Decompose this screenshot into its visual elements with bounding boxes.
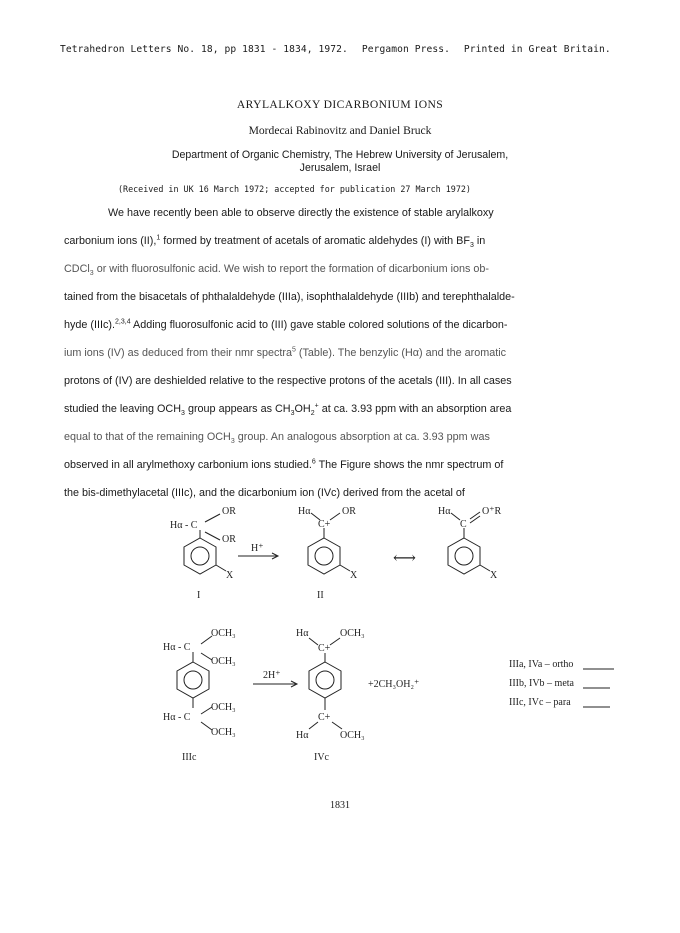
legend-ortho (509, 659, 573, 670)
paper-title: ARYLALKOXY DICARBONIUM IONS (236, 98, 444, 111)
printed-in: Printed in Great Britain. (463, 44, 611, 55)
IVc-h-alpha-top: Hα (296, 628, 309, 639)
reagent-h-plus: H⁺ (251, 543, 264, 554)
I-x: X (226, 570, 234, 581)
II-or: OR (342, 506, 356, 517)
citation-ref-1: 1 (156, 234, 161, 242)
IVc-och3-bottom: OCH₃ (340, 730, 365, 741)
II-res-h-alpha: Hα (438, 506, 451, 517)
legend-ortho-isomer: ortho (552, 659, 574, 670)
body-line-2-seg-2: formed by treatment of acetals of aromatic aldehydes (I) with BF (160, 235, 470, 247)
legend-para (509, 697, 571, 708)
body-line-4-text: tained from the bisacetals of phthalaldehyde (IIIa), isophthalaldehyde (IIIb) and terephthalalde- (64, 291, 515, 303)
affiliation-line-1: Department of Organic Chemistry, The Hebrew University of Jerusalem, (171, 149, 509, 161)
body-line-8-seg-2: group appears as CH (184, 403, 291, 415)
IIIc-hc-bottom: Hα - C (163, 712, 191, 723)
body-line-8-seg-1: studied the leaving OCH (64, 403, 182, 415)
IIIc-och3-3: OCH₃ (211, 702, 236, 713)
legend-ortho-compounds: IIIa, IVa – (509, 659, 553, 670)
IIIc-och3-1: OCH₃ (211, 628, 236, 639)
label-IIIc: IIIc (182, 752, 197, 763)
IVc-c-plus-top: C+ (318, 643, 331, 654)
I-hc: Hα - C (170, 520, 198, 531)
body-line-7-text: protons of (IV) are deshielded relative to the respective protons of the acetals (III). In all cases (64, 375, 512, 387)
subscript-3: 3 (230, 438, 235, 446)
received-date: (Received in UK 16 March 1972; accepted for publication 27 March 1972) (118, 184, 471, 194)
II-res-c: C (460, 519, 467, 530)
IIIc-hc-top: Hα - C (163, 642, 191, 653)
subscript-3: 3 (89, 270, 94, 278)
II-h-alpha: Hα (298, 506, 311, 517)
byproduct: +2CH₃OH₂⁺ (368, 679, 420, 690)
citation-ref-6: 6 (311, 458, 316, 466)
publisher: Pergamon Press. (361, 44, 450, 55)
IIIc-och3-4: OCH₃ (211, 727, 236, 738)
body-line-5-seg-2: Adding fluorosulfonic acid to (III) gave stable colored solutions of the dicarbon- (130, 319, 508, 331)
body-line-10-seg-1: observed in all arylmethoxy carbonium ions studied. (64, 459, 312, 471)
I-or-top: OR (222, 506, 236, 517)
IIIc-och3-2: OCH₃ (211, 656, 236, 667)
label-II: II (317, 590, 324, 601)
body-line-2-seg-3: in (473, 235, 486, 247)
superscript-plus: + (314, 402, 319, 410)
legend-para-isomer: para (553, 697, 571, 708)
body-line-8-seg-4: at ca. 3.93 ppm with an absorption area (318, 403, 512, 415)
II-c-plus: C+ (318, 519, 331, 530)
body-line-3-seg-1: CDCl (64, 263, 90, 275)
II-res-oplus-r: O⁺R (482, 506, 502, 517)
body-line-9-seg-1: equal to that of the remaining OCH (64, 431, 231, 443)
subscript-3: 3 (290, 410, 295, 418)
body-line-6-seg-2: (Table). The benzylic (Hα) and the aromatic (295, 347, 507, 359)
legend-meta-isomer: meta (554, 678, 574, 689)
IVc-och3-top: OCH₃ (340, 628, 365, 639)
IVc-h-alpha-bottom: Hα (296, 730, 309, 741)
legend-meta (509, 678, 575, 689)
I-or-bottom: OR (222, 534, 236, 545)
body-line-8-seg-3: OH (294, 403, 311, 415)
body-line-9-seg-2: group. An analogous absorption at ca. 3.93 ppm was (234, 431, 490, 443)
resonance-arrow: ⟷ (393, 550, 416, 567)
body-line-2-seg-1: carbonium ions (II), (64, 235, 157, 247)
legend-para-compounds: IIIc, IVc – (509, 697, 554, 708)
subscript-3: 3 (469, 242, 474, 250)
page-number: 1831 (330, 800, 350, 811)
body-line-1-text: We have recently been able to observe directly the existence of stable arylalkoxy (108, 207, 494, 219)
body-line-11-text: the bis-dimethylacetal (IIIc), and the dicarbonium ion (IVc) derived from the acetal of (64, 487, 465, 499)
reagent-2h-plus: 2H⁺ (263, 670, 281, 681)
body-line-3-seg-2: or with fluorosulfonic acid. We wish to report the formation of dicarbonium ions ob- (93, 263, 489, 275)
body-line-10-seg-2: The Figure shows the nmr spectrum of (315, 459, 504, 471)
subscript-3: 3 (181, 410, 185, 418)
journal-citation: Tetrahedron Letters No. 18, pp 1831 - 1834, 1972. (60, 44, 348, 55)
IVc-c-plus-bottom: C+ (318, 712, 331, 723)
affiliation-line-2: Jerusalem, Israel (299, 162, 381, 174)
II-res-x: X (490, 570, 498, 581)
body-line-6-seg-1: ium ions (IV) as deduced from their nmr spectra (64, 347, 293, 359)
paper-authors: Mordecai Rabinovitz and Daniel Bruck (248, 124, 432, 137)
body-line-5-seg-1: hyde (IIIc). (64, 319, 116, 331)
II-x: X (350, 570, 358, 581)
label-IVc: IVc (314, 752, 329, 763)
citation-ref-5: 5 (292, 346, 296, 354)
citation-refs-2-4: 2,3,4 (115, 318, 131, 326)
label-I: I (197, 590, 201, 601)
structure-II-resonance (448, 512, 490, 574)
subscript-2: 2 (310, 410, 315, 418)
legend-meta-compounds: IIIb, IVb – (509, 678, 555, 689)
